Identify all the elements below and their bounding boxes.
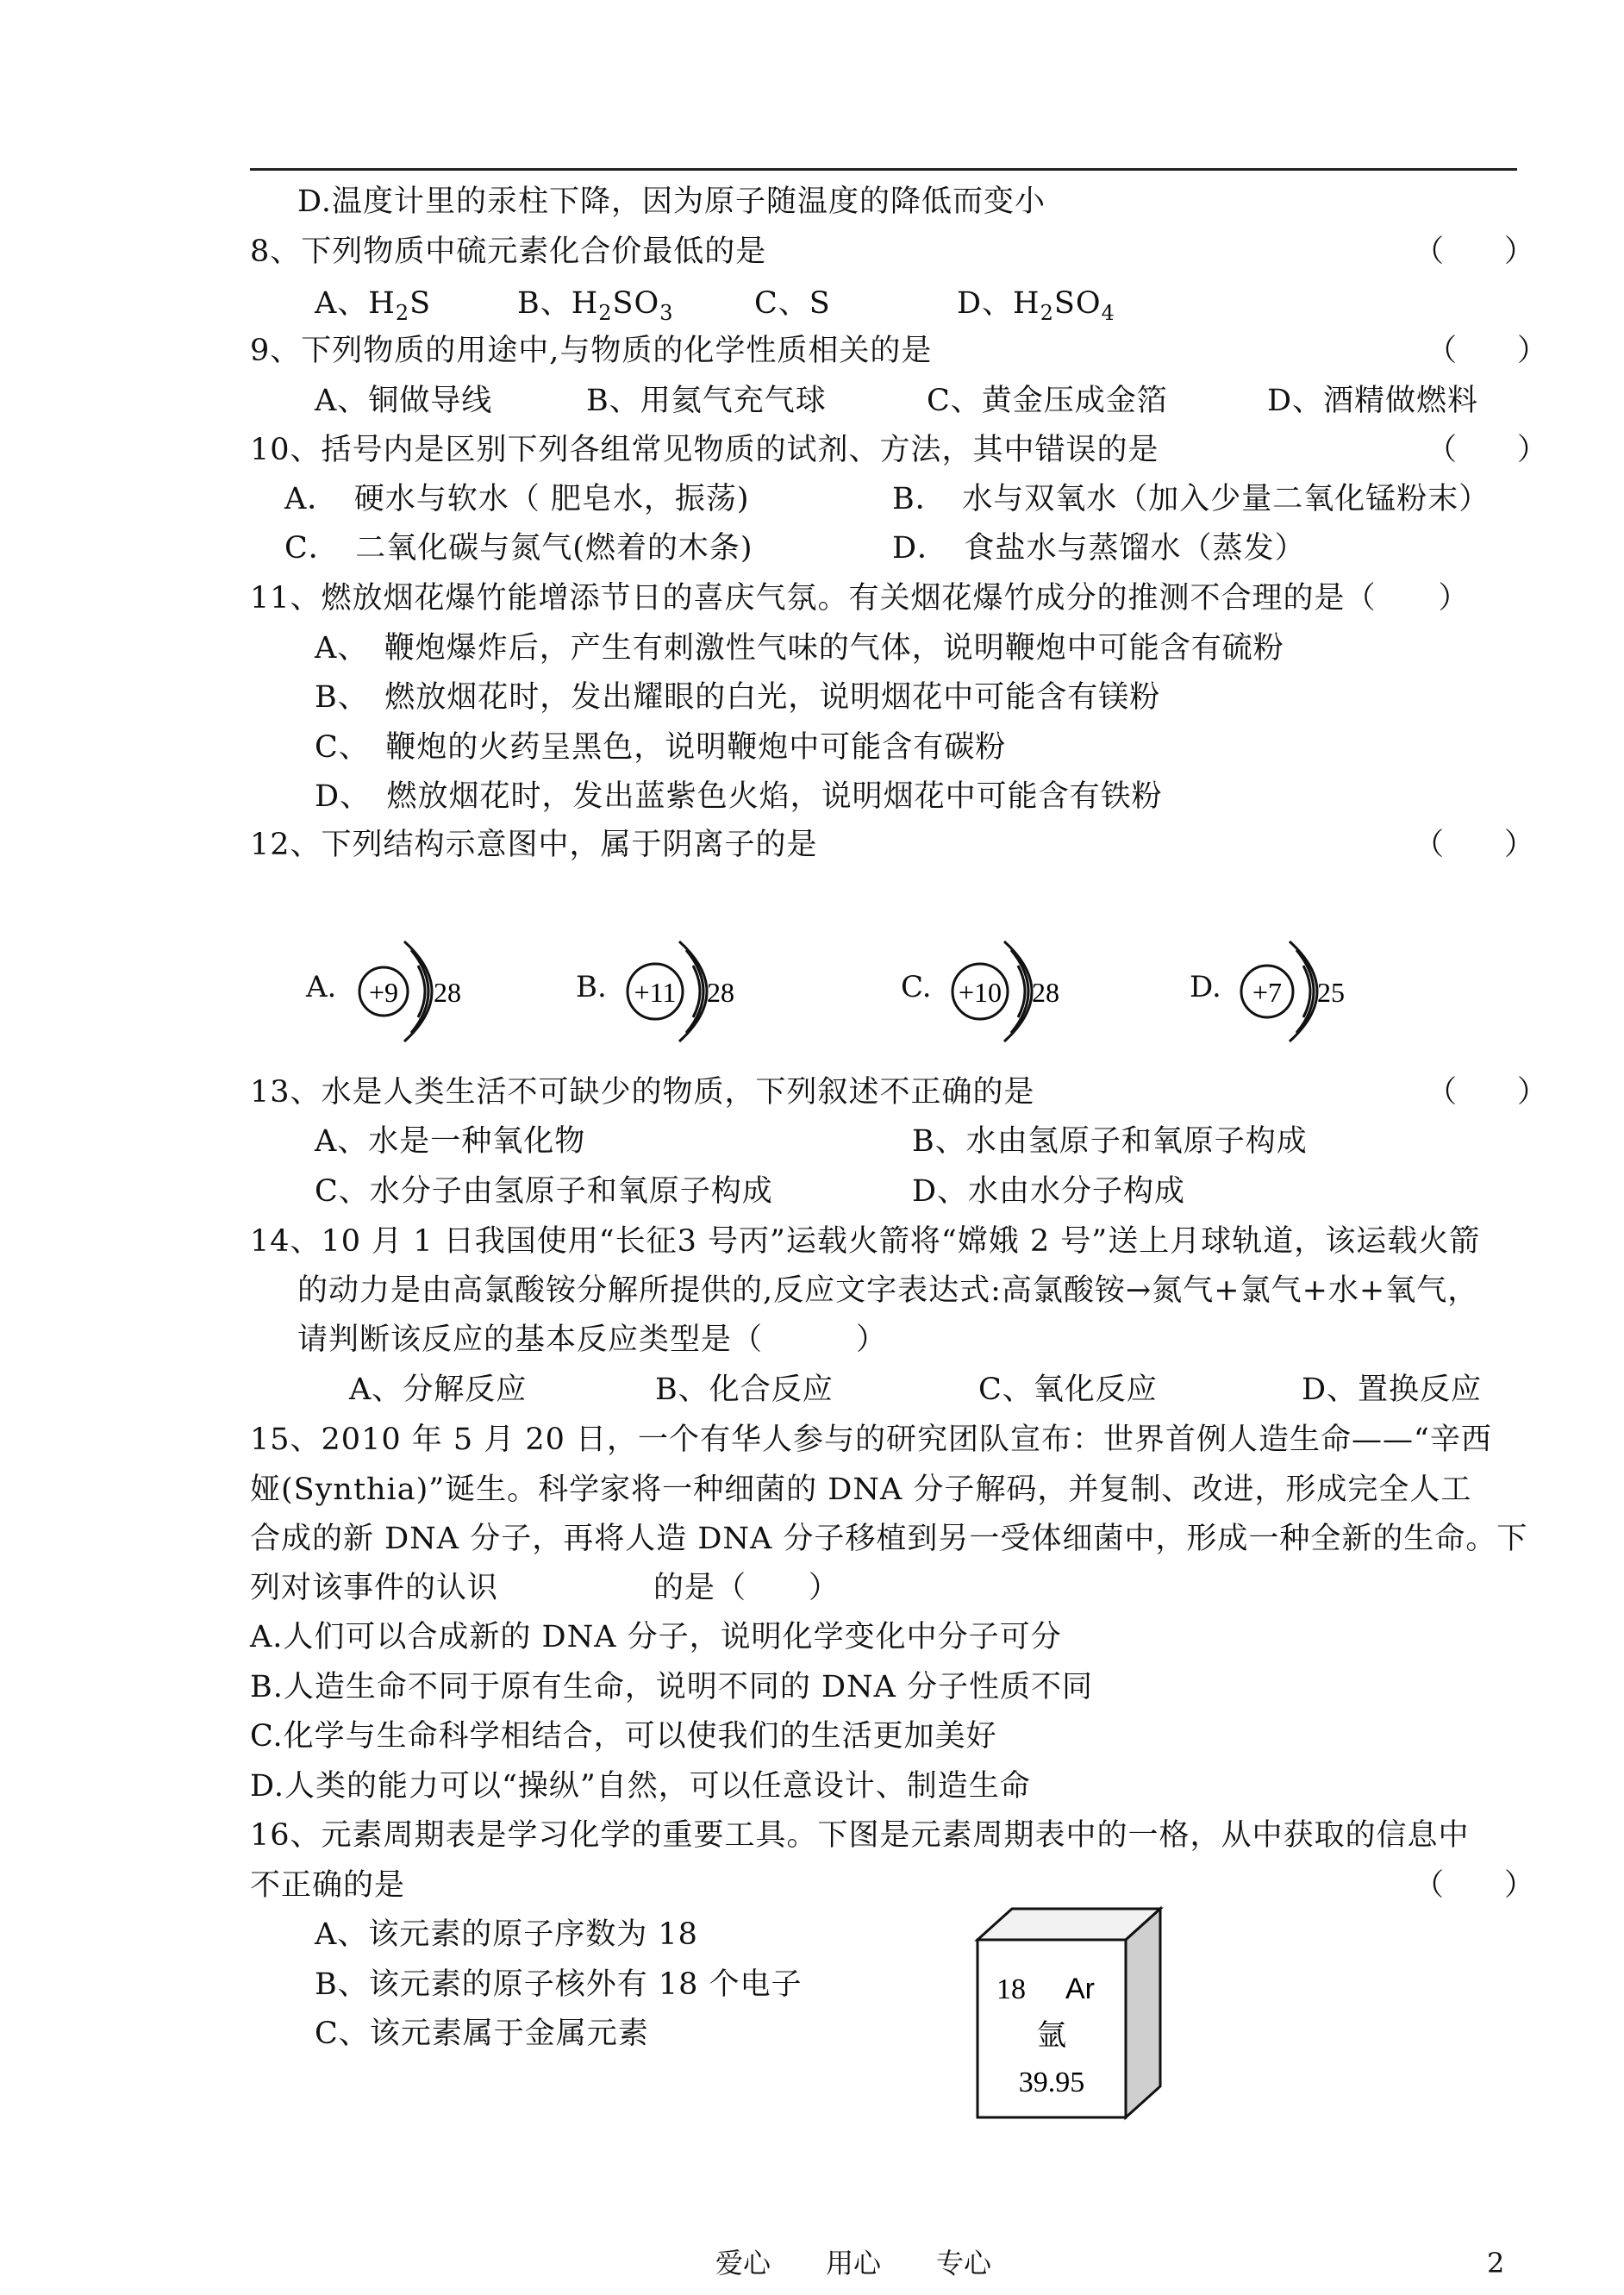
q12-option-c-shells: 28 [1032, 977, 1059, 1008]
q12-option-d-label: D. [1190, 970, 1221, 1004]
q14-stem-line3: 请判断该反应的基本反应类型是（ ） [297, 1323, 888, 1357]
q12-option-a-shells: 28 [434, 977, 461, 1008]
q10-answer-paren: （ ） [1427, 433, 1548, 467]
q12-option-a-nucleus: +9 [368, 977, 399, 1008]
q8-option-a: A、$H_2S$ [315, 286, 432, 325]
q9-answer-paren: （ ） [1427, 334, 1548, 368]
q10-option-a: A． 硬水与软水（ 肥皂水，振荡) [284, 482, 750, 516]
q11-option-a: A、 鞭炮爆炸后，产生有刺激性气味的气体，说明鞭炮中可能含有硫粉 [315, 631, 1284, 666]
page-number: 2 [1487, 2247, 1505, 2279]
q16-option-b: B、该元素的原子核外有 18 个电子 [315, 1967, 803, 2002]
q9-option-a: A、铜做导线 [315, 384, 493, 418]
q15-stem-line3: 合成的新 DNA 分子，再将人造 DNA 分子移植到另一受体细菌中，形成一种全新的生命。下 [250, 1522, 1528, 1556]
q14-stem-line2: 的动力是由高氯酸铵分解所提供的,反应文字表达式:高氯酸铵→氮气+氯气+水+氧气， [297, 1273, 1479, 1308]
q12-answer-paren: （ ） [1414, 828, 1535, 862]
q8-option-b: B、$H_2SO_3$ [517, 286, 674, 325]
q16-option-a: A、该元素的原子序数为 18 [315, 1917, 698, 1952]
q8-stem: 8、下列物质中硫元素化合价最低的是 [250, 235, 767, 269]
q12-stem: 12、下列结构示意图中，属于阴离子的是 [250, 828, 818, 862]
q13-stem: 13、水是人类生活不可缺少的物质，下列叙述不正确的是 [250, 1075, 1035, 1110]
q12-option-d-shells: 25 [1317, 977, 1345, 1008]
q15-stem-line4: 列对该事件的认识 的是（ ） [250, 1571, 840, 1605]
q12-option-b-ion-diagram [619, 940, 757, 1043]
q15-option-c: C.化学与生命科学相结合，可以使我们的生活更加美好 [250, 1719, 997, 1754]
q15-option-d: D.人类的能力可以“操纵”自然，可以任意设计、制造生命 [250, 1769, 1031, 1804]
element-atomic-number: 18 [996, 1973, 1026, 2005]
q11-option-b: B、 燃放烟花时，发出耀眼的白光，说明烟花中可能含有镁粉 [315, 680, 1161, 715]
q14-option-b: B、化合反应 [655, 1373, 834, 1407]
q8-option-d: D、$H_2SO_4$ [957, 286, 1115, 325]
periodic-table-cell [974, 1905, 1181, 2121]
q16-option-c: C、该元素属于金属元素 [315, 2017, 649, 2051]
q10-option-b: B． 水与双氧水（加入少量二氧化锰粉末） [892, 482, 1490, 516]
q10-option-c: C． 二氧化碳与氮气(燃着的木条) [284, 531, 753, 566]
q12-option-d-ion-diagram [1233, 940, 1362, 1043]
q16-stem-line2: 不正确的是 [250, 1868, 406, 1903]
q9-option-b: B、用氦气充气球 [586, 384, 827, 418]
q13-option-a: A、水是一种氧化物 [315, 1124, 586, 1159]
q14-option-d: D、置换反应 [1302, 1373, 1483, 1407]
q14-option-a: A、分解反应 [349, 1373, 528, 1407]
q12-option-a-ion-diagram [349, 940, 478, 1043]
q8-answer-paren: （ ） [1414, 235, 1535, 269]
q15-option-a: A.人们可以合成新的 DNA 分子，说明化学变化中分子可分 [250, 1620, 1062, 1654]
q15-stem-line1: 15、2010 年 5 月 20 日，一个有华人参与的研究团队宣布：世界首例人造生命——“辛西 [250, 1423, 1492, 1457]
q11-option-c: C、 鞭炮的火药呈黑色，说明鞭炮中可能含有碳粉 [315, 730, 1007, 765]
q12-option-b-label: B. [576, 970, 607, 1004]
q9-option-c: C、黄金压成金箔 [927, 384, 1168, 418]
element-name: 氩 [1037, 2018, 1066, 2053]
q13-option-c: C、水分子由氢原子和氧原子构成 [315, 1174, 773, 1209]
q12-option-c-nucleus: +10 [958, 977, 1003, 1008]
q15-option-b: B.人造生命不同于原有生命，说明不同的 DNA 分子性质不同 [250, 1670, 1094, 1704]
q13-option-b: B、水由氢原子和氧原子构成 [912, 1124, 1308, 1159]
q13-answer-paren: （ ） [1427, 1075, 1548, 1110]
q7-option-d: D.温度计里的汞柱下降，因为原子随温度的降低而变小 [297, 184, 1046, 219]
q12-option-c-ion-diagram [944, 940, 1082, 1043]
header-rule [250, 168, 1517, 171]
q16-answer-paren: （ ） [1414, 1868, 1535, 1903]
q12-option-c-label: C. [901, 970, 932, 1004]
q15-stem-line2: 娅(Synthia)”诞生。科学家将一种细菌的 DNA 分子解码，并复制、改进，形成完全人工 [250, 1473, 1472, 1507]
q9-stem: 9、下列物质的用途中,与物质的化学性质相关的是 [250, 334, 933, 368]
q12-option-b-nucleus: +11 [634, 977, 677, 1008]
q12-option-b-shells: 28 [707, 977, 734, 1008]
q13-option-d: D、水由水分子构成 [912, 1174, 1186, 1209]
q11-stem: 11、燃放烟花爆竹能增添节日的喜庆气氛。有关烟花爆竹成分的推测不合理的是（ ） [250, 581, 1470, 616]
element-atomic-mass: 39.95 [1018, 2067, 1085, 2098]
q12-option-a-label: A. [306, 970, 337, 1004]
q16-stem-line1: 16、元素周期表是学习化学的重要工具。下图是元素周期表中的一格，从中获取的信息中 [250, 1818, 1470, 1853]
q11-option-d: D、 燃放烟花时，发出蓝紫色火焰，说明烟花中可能含有铁粉 [315, 779, 1163, 814]
element-symbol: Ar [1065, 1973, 1095, 2005]
q10-option-d: D． 食盐水与蒸馏水（蒸发） [892, 531, 1306, 566]
q14-stem-line1: 14、10 月 1 日我国使用“长征3 号丙”运载火箭将“嫦娥 2 号”送上月球轨道，该运载火箭 [250, 1224, 1481, 1259]
q10-stem: 10、括号内是区别下列各组常见物质的试剂、方法，其中错误的是 [250, 433, 1159, 467]
q12-option-d-nucleus: +7 [1252, 977, 1283, 1008]
q14-option-c: C、氧化反应 [978, 1373, 1158, 1407]
footer-motto: 爱心 用心 专心 [715, 2247, 992, 2279]
q9-option-d: D、酒精做燃料 [1267, 384, 1479, 418]
q8-option-c: C、S [754, 286, 831, 321]
